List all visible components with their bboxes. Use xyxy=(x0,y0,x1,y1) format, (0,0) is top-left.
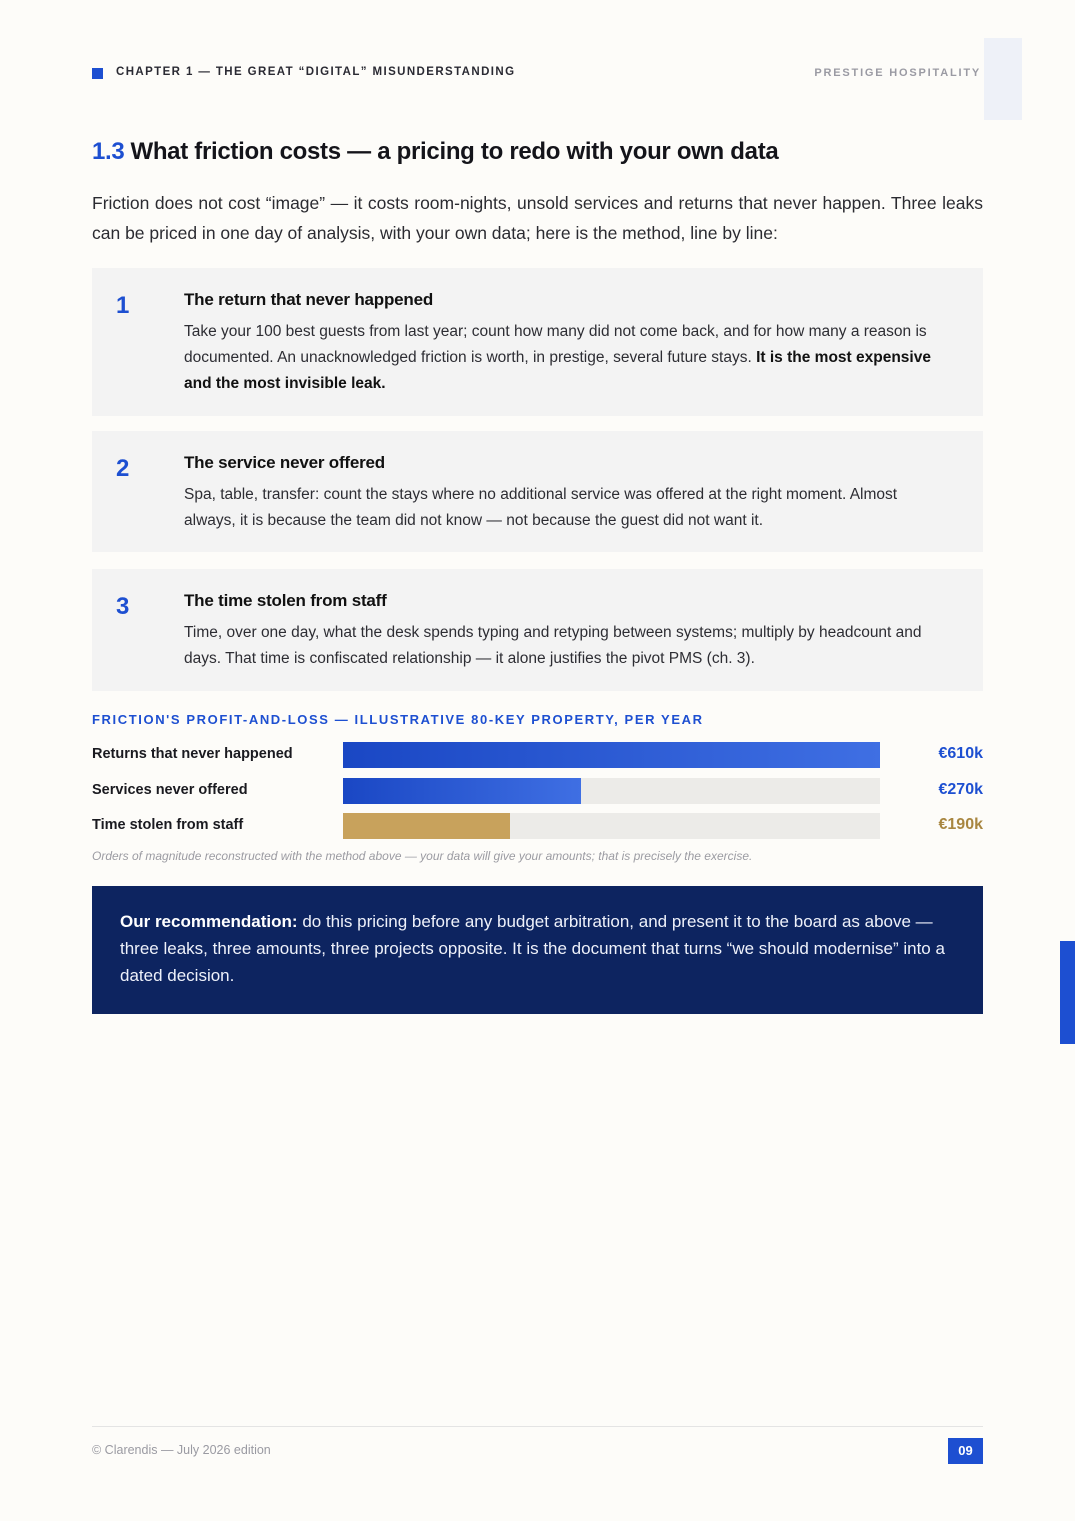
bar xyxy=(343,813,510,839)
leak-card-1 xyxy=(92,268,983,416)
footer-rule xyxy=(92,1426,983,1427)
chapter-label: CHAPTER 1 — THE GREAT “DIGITAL” MISUNDERSTANDING xyxy=(116,66,516,78)
bar-label: Returns that never happened xyxy=(92,746,293,762)
bar-value-label: €270k xyxy=(938,781,983,798)
bar-label: Services never offered xyxy=(92,782,248,798)
chapter-marker xyxy=(92,68,103,79)
leak-card-2 xyxy=(92,431,983,552)
leak-text: Time, over one day, what the desk spends typing and retyping between systems; multiply by headcount and days. That time is confiscated relationship — it alone justifies the pivot PMS (ch. 3). xyxy=(184,624,922,667)
bar-track xyxy=(343,813,880,839)
leak-number: 1 xyxy=(116,292,130,319)
footer-credit: © Clarendis — July 2026 edition xyxy=(92,1443,271,1457)
bar xyxy=(343,778,581,804)
chart-note: Orders of magnitude reconstructed with the method above — your data will give your amounts; that is precisely the exercise. xyxy=(92,849,753,863)
bar-row xyxy=(92,813,983,839)
recommendation-lead: Our recommendation: xyxy=(120,912,298,931)
recommendation-text: Our recommendation: do this pricing before any budget arbitration, and present it to the board as above — three leaks, three amounts, three projects opposite. It is the document that turns “we should modernise” into a dated decision. xyxy=(120,912,945,985)
bar-value-label: €610k xyxy=(938,745,983,762)
recommendation-box xyxy=(92,886,983,1014)
intro-paragraph: Friction does not cost “image” — it costs room-nights, unsold services and returns that never happen. Three leaks can be priced in one day of analysis, with your own data; here is the method, line by line: xyxy=(92,193,983,243)
leak-text: Take your 100 best guests from last year; count how many did not come back, and for how many a reason is documented. An unacknowledged friction is worth, in prestige, several future stays. It is the most expensive and the most invisible leak. xyxy=(184,323,931,392)
bar-value-label: €190k xyxy=(938,816,983,833)
chart-title: FRICTION'S PROFIT-AND-LOSS — ILLUSTRATIVE 80-KEY PROPERTY, PER YEAR xyxy=(92,712,704,727)
chapter-number-decoration xyxy=(984,38,1022,120)
leak-text: Spa, table, transfer: count the stays where no additional service was offered at the right moment. Almost always, it is because the team did not know — not because the guest did not want it. xyxy=(184,486,898,529)
section-number: 1.3 xyxy=(92,138,125,165)
brand-label: PRESTIGE HOSPITALITY xyxy=(814,67,981,79)
leak-title: The service never offered xyxy=(184,453,385,472)
running-header xyxy=(92,66,981,82)
leak-emphasis: It is the most expensive and the most invisible leak. xyxy=(184,349,931,392)
bar xyxy=(343,742,880,768)
page-number: 09 xyxy=(948,1438,983,1464)
bar-label: Time stolen from staff xyxy=(92,817,244,833)
section-title-text: What friction costs — a pricing to redo with your own data xyxy=(130,138,779,165)
bar-track xyxy=(343,778,880,804)
bar-row xyxy=(92,778,983,804)
leak-card-3 xyxy=(92,569,983,691)
leak-number: 2 xyxy=(116,455,130,482)
leak-title: The return that never happened xyxy=(184,290,434,309)
bar-track xyxy=(343,742,880,768)
leak-title: The time stolen from staff xyxy=(184,591,387,610)
section-title xyxy=(92,138,778,166)
chapter-side-tab xyxy=(1060,941,1075,1044)
bar-row xyxy=(92,742,983,768)
leak-number: 3 xyxy=(116,593,130,620)
